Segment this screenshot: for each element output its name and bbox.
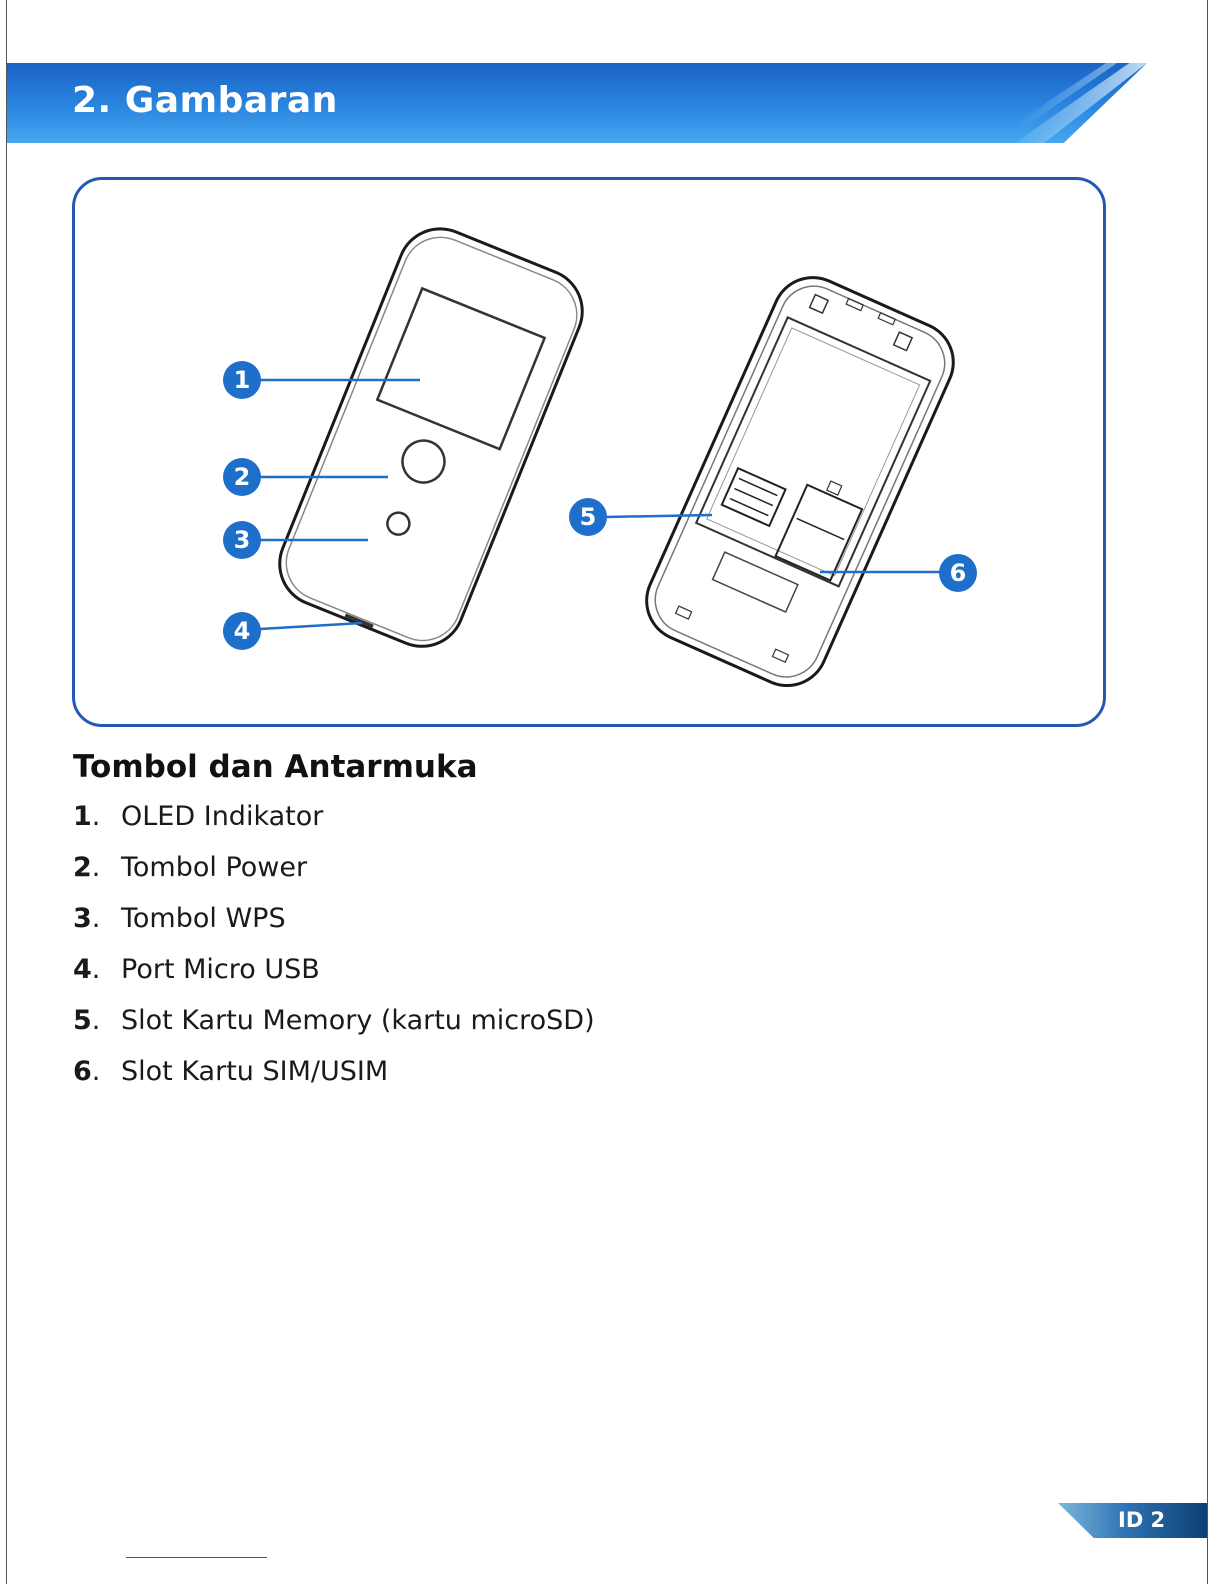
item-label: Port Micro USB: [121, 954, 320, 985]
device-back: [634, 265, 966, 699]
list-item: [73, 1056, 595, 1107]
page-edge-right: [1207, 0, 1208, 1584]
item-number: 1.: [73, 801, 101, 832]
item-number: 2.: [73, 852, 101, 883]
item-label: Tombol Power: [121, 852, 308, 883]
callout-2: [223, 458, 261, 496]
svg-text:3: 3: [233, 526, 251, 554]
svg-text:5: 5: [579, 503, 597, 531]
list-item: [73, 801, 595, 852]
item-label: OLED Indikator: [121, 801, 324, 832]
list-item: [73, 1005, 595, 1056]
list-item: [73, 852, 595, 903]
item-label: Tombol WPS: [121, 903, 286, 934]
callout-1: [223, 361, 261, 399]
item-number: 6.: [73, 1056, 101, 1087]
item-number: 5.: [73, 1005, 101, 1036]
page-title: 2. Gambaran: [72, 80, 338, 121]
item-number: 4.: [73, 954, 101, 985]
legend-list: [73, 801, 595, 1107]
item-number: 3.: [73, 903, 101, 934]
device-illustration: [72, 177, 1106, 727]
svg-text:6: 6: [949, 559, 967, 587]
callout-3: [223, 521, 261, 559]
item-label: Slot Kartu Memory (kartu microSD): [121, 1005, 595, 1036]
callout-6: [939, 554, 977, 592]
svg-text:4: 4: [233, 617, 251, 645]
device-front: [267, 216, 595, 659]
callout-4: [223, 612, 261, 650]
footnote-divider: [126, 1557, 267, 1558]
list-item: [73, 903, 595, 954]
svg-text:1: 1: [233, 366, 251, 394]
section-heading: Tombol dan Antarmuka: [73, 749, 478, 785]
page-number: ID 2: [1118, 1508, 1166, 1532]
item-label: Slot Kartu SIM/USIM: [121, 1056, 389, 1087]
svg-text:2: 2: [233, 463, 251, 491]
page-edge-left: [6, 0, 7, 1584]
list-item: [73, 954, 595, 1005]
callout-5: [569, 498, 607, 536]
